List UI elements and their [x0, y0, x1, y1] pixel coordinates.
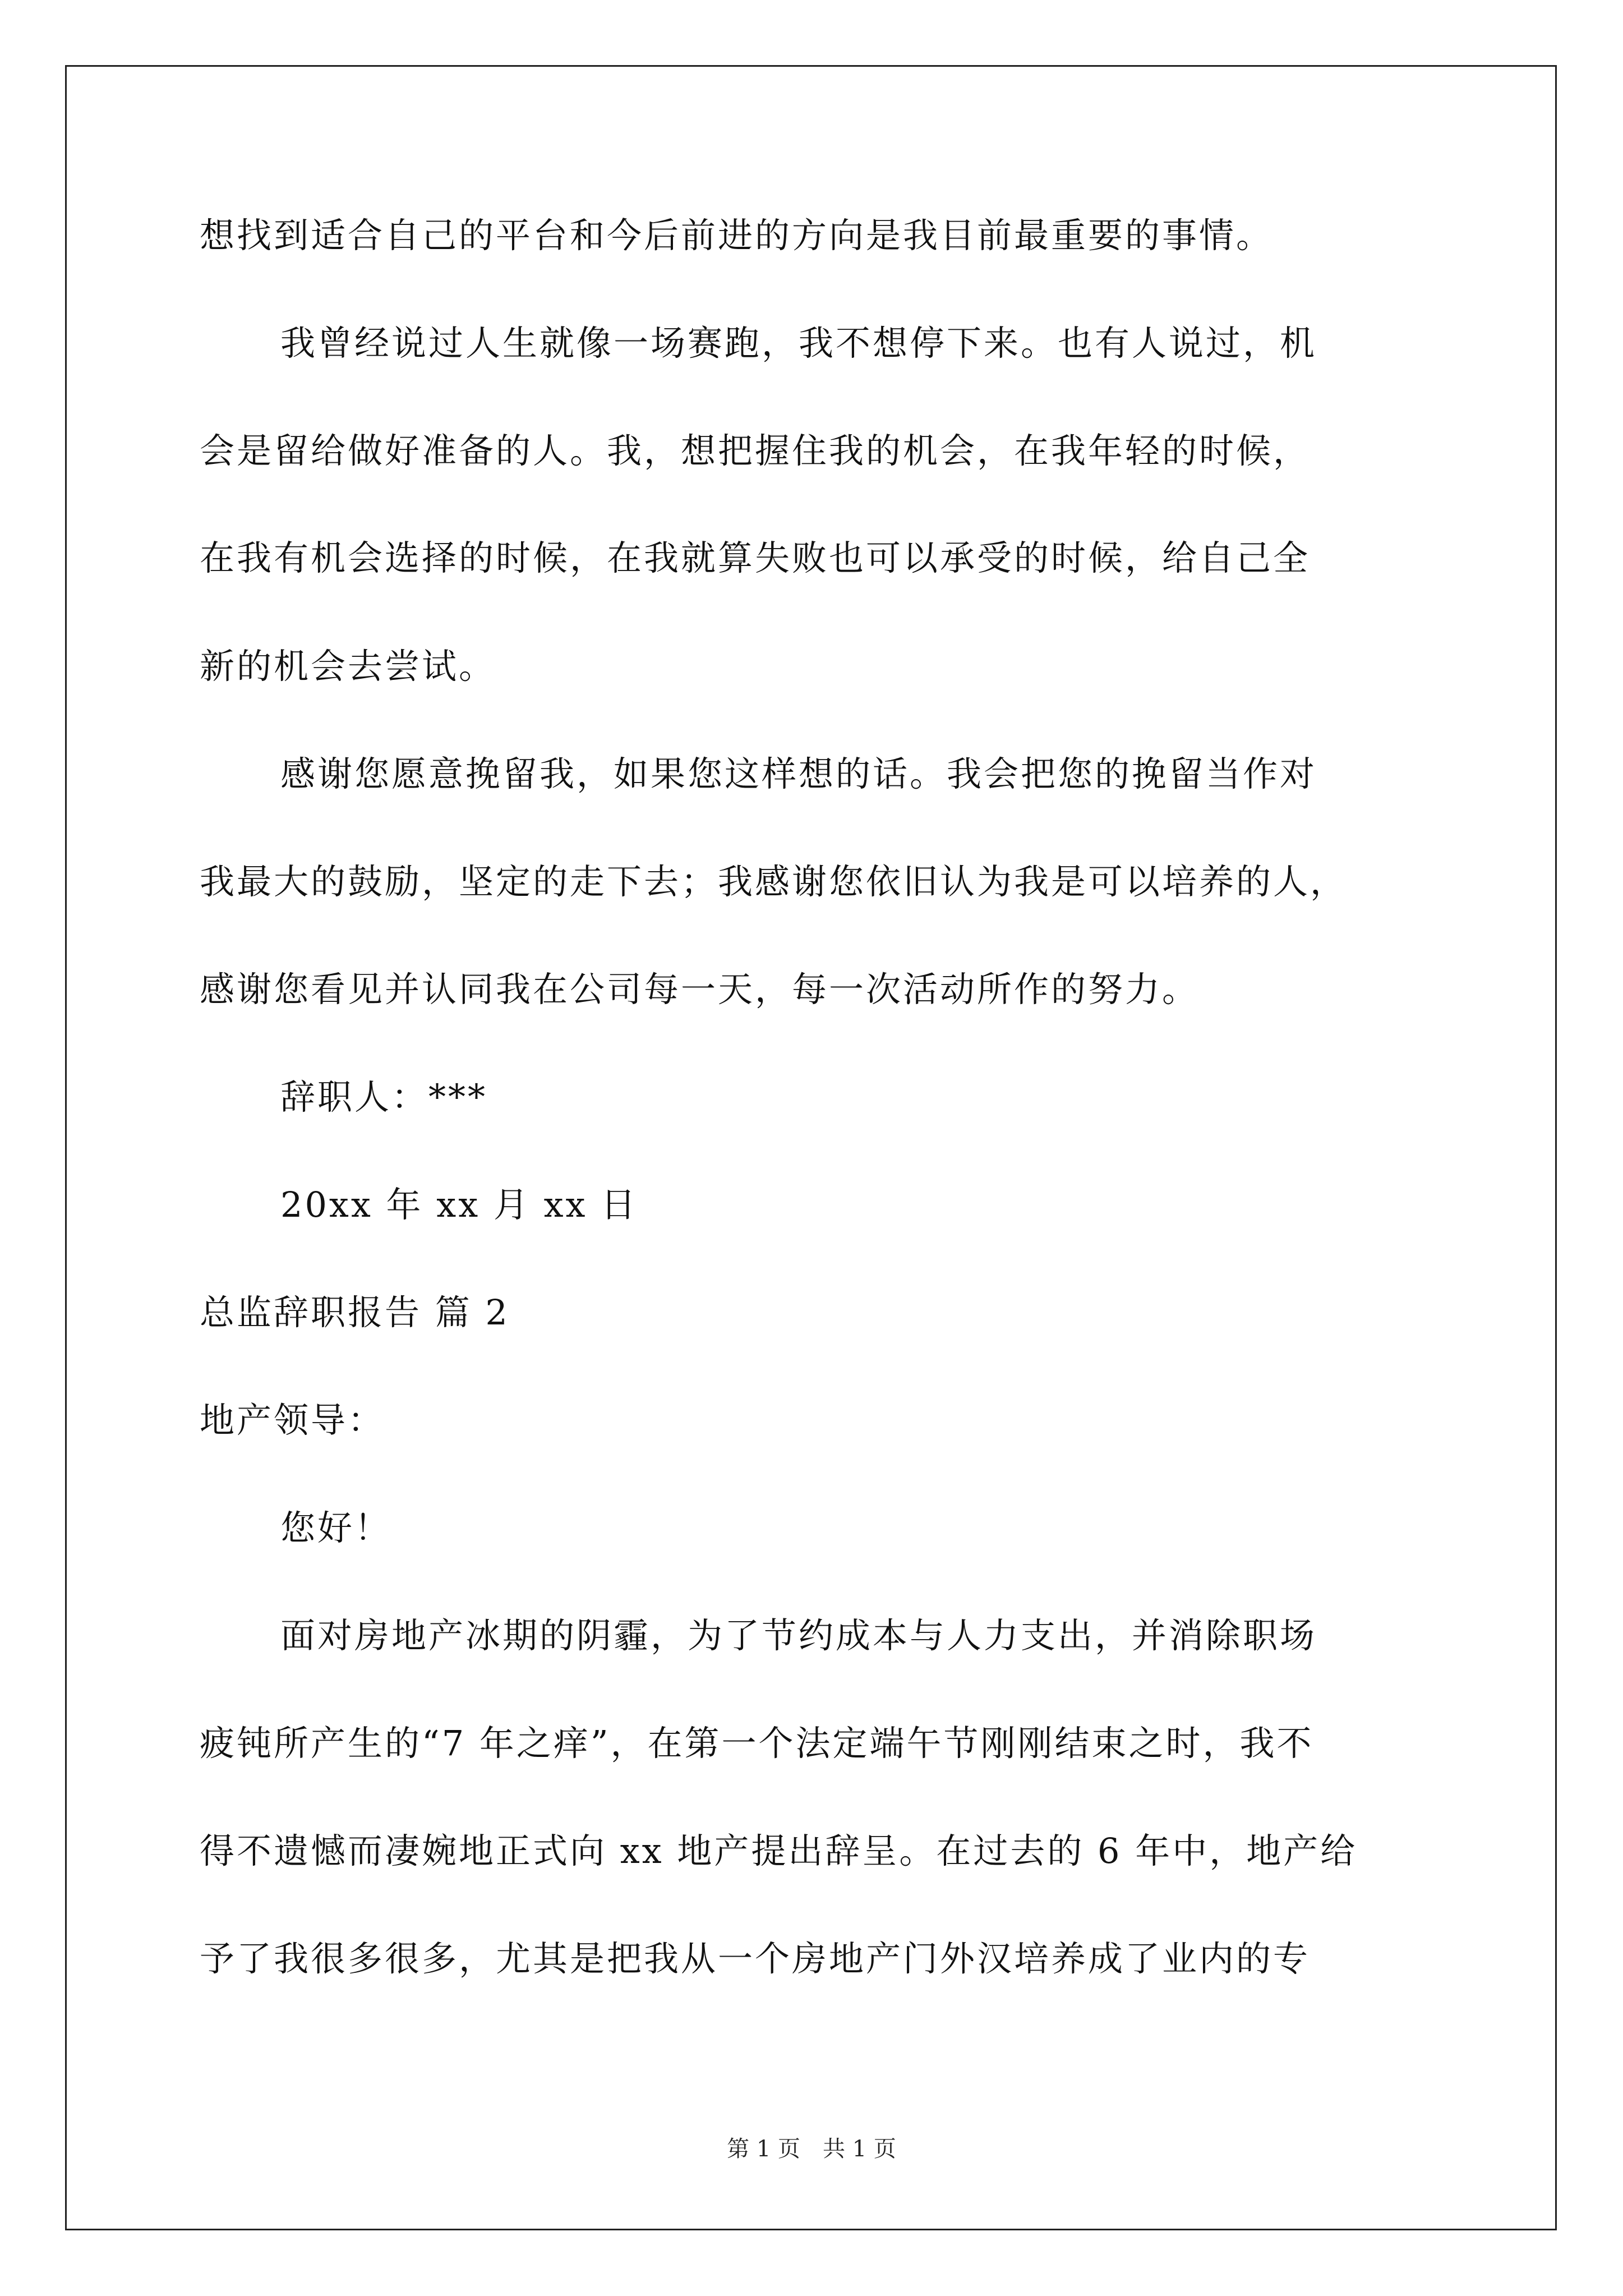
text-line-2: 我曾经说过人生就像一场赛跑，我不想停下来。也有人说过，机 — [280, 323, 1317, 364]
text-line-4: 在我有机会选择的时候，在我就算失败也可以承受的时候，给自己全 — [200, 537, 1311, 578]
greeting: 您好！ — [280, 1507, 392, 1548]
page-border — [65, 65, 1557, 2230]
page-footer — [0, 2135, 1623, 2163]
text-line-5: 新的机会去尝试。 — [200, 646, 496, 687]
text-line-3: 会是留给做好准备的人。我，想把握住我的机会，在我年轻的时候， — [200, 430, 1311, 471]
salutation: 地产领导： — [200, 1400, 385, 1441]
date-line: 20xx 年 xx 月 xx 日 — [280, 1184, 638, 1225]
signature-line: 辞职人：*** — [280, 1076, 488, 1117]
text-line-15: 疲钝所产生的“7 年之痒”，在第一个法定端午节刚刚结束之时，我不 — [200, 1723, 1314, 1764]
text-line-14: 面对房地产冰期的阴霾，为了节约成本与人力支出，并消除职场 — [280, 1615, 1317, 1656]
text-line-17: 予了我很多很多，尤其是把我从一个房地产门外汉培养成了业内的专 — [200, 1938, 1311, 1979]
text-line-6: 感谢您愿意挽留我，如果您这样想的话。我会把您的挽留当作对 — [280, 753, 1317, 794]
page-total: 共 1 页 — [823, 2136, 896, 2162]
text-line-7: 我最大的鼓励，坚定的走下去；我感谢您依旧认为我是可以培养的人， — [200, 861, 1348, 902]
text-line-8: 感谢您看见并认同我在公司每一天，每一次活动所作的努力。 — [200, 969, 1200, 1010]
page-number: 第 1 页 — [727, 2136, 800, 2162]
text-line-1: 想找到适合自己的平台和今后前进的方向是我目前最重要的事情。 — [200, 215, 1274, 256]
section-title: 总监辞职报告 篇 2 — [200, 1292, 510, 1333]
text-line-16: 得不遗憾而凄婉地正式向 xx 地产提出辞呈。在过去的 6 年中，地产给 — [200, 1830, 1358, 1871]
